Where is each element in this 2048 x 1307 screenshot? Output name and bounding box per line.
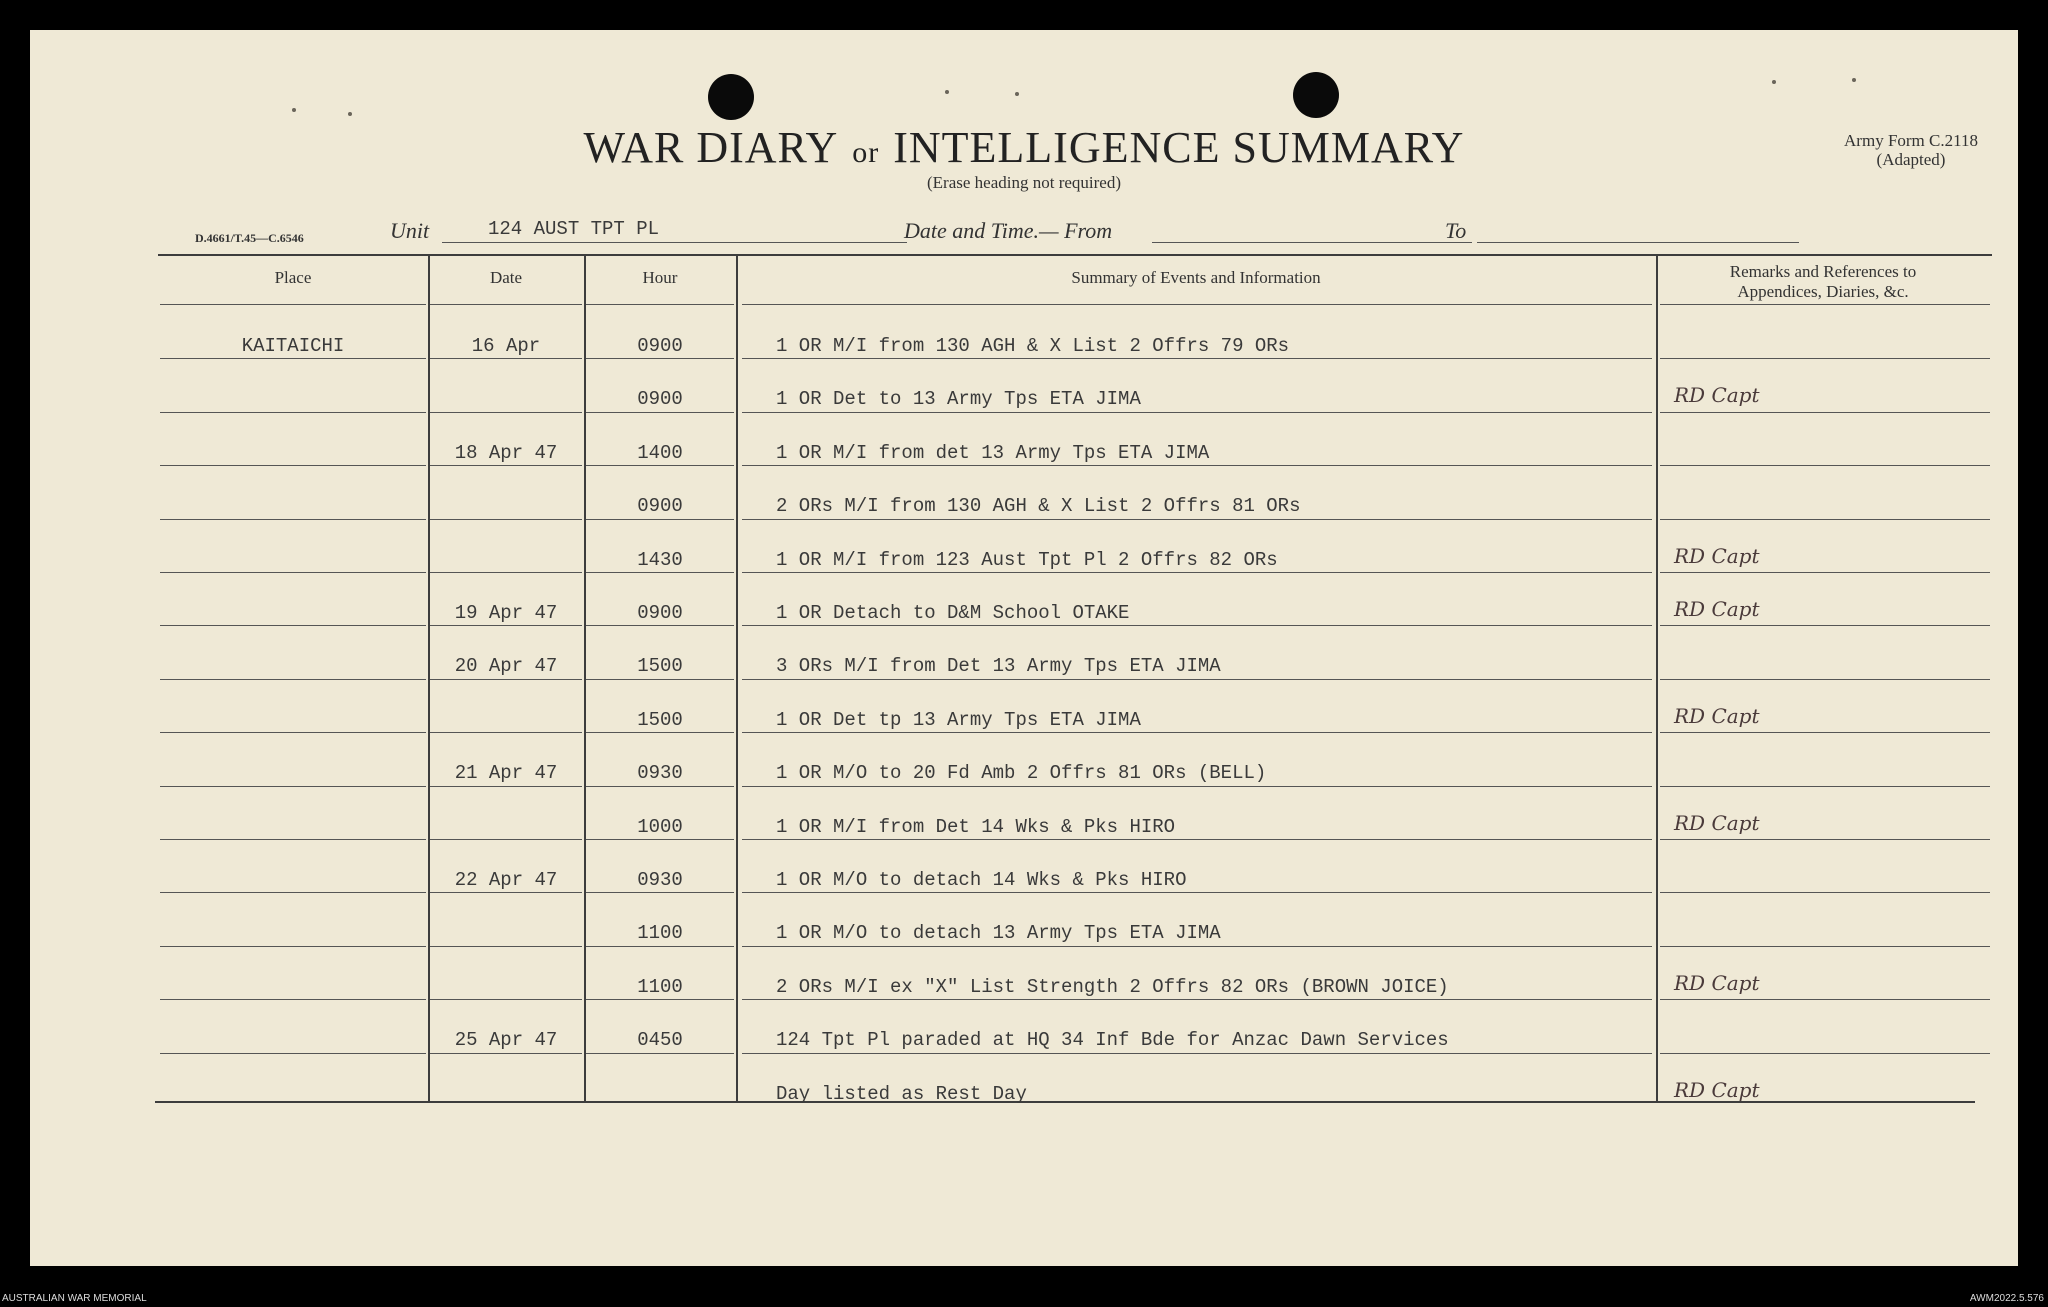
ruled-line: [742, 412, 1652, 413]
ruled-line: [1660, 999, 1990, 1000]
svg-text:RD Capt: RD Capt: [1674, 383, 1760, 408]
ruled-line: [1660, 465, 1990, 466]
summary-cell: 2 ORs M/I from 130 AGH & X List 2 Offrs 81 ORs: [776, 495, 1301, 518]
svg-text:RD Capt: RD Capt: [1674, 970, 1760, 995]
ruled-line: [430, 304, 582, 305]
paper-speck: [348, 112, 352, 116]
ruled-line: [1660, 892, 1990, 893]
remarks-header-line: Remarks and References to: [1729, 262, 1917, 281]
form-number: [1844, 131, 1978, 169]
summary-cell: 1 OR M/O to detach 14 Wks & Pks HIRO: [776, 869, 1187, 891]
paper-speck: [292, 108, 296, 112]
title-intelligence-summary: INTELLIGENCE SUMMARY: [893, 123, 1465, 172]
date-cell: 18 Apr 47: [454, 441, 558, 464]
hour-cell: 0450: [637, 1029, 683, 1052]
ruled-line: [586, 732, 734, 733]
handwritten-signature: [1670, 378, 1790, 412]
ruled-line: [430, 892, 582, 893]
ruled-line: [430, 732, 582, 733]
column-header-place: Place: [274, 268, 312, 287]
ruled-line: [1660, 412, 1990, 413]
remarks-header-line: Appendices, Diaries, &c.: [1737, 282, 1909, 301]
ruled-line: [742, 946, 1652, 947]
ruled-line: [160, 839, 426, 840]
svg-text:RD Capt: RD Capt: [1674, 597, 1760, 621]
handwritten-signature: [1670, 1073, 1790, 1107]
ruled-line: [430, 412, 582, 413]
ruled-line: [742, 786, 1652, 787]
column-divider: [1656, 256, 1658, 1101]
summary-cell: 124 Tpt Pl paraded at HQ 34 Inf Bde for Anzac Dawn Services: [776, 1029, 1449, 1052]
paper-speck: [1772, 80, 1776, 84]
ruled-line: [1660, 839, 1990, 840]
svg-text:RD Capt: RD Capt: [1674, 810, 1760, 835]
ruled-line: [742, 892, 1652, 893]
ruled-line: [430, 946, 582, 947]
handwritten-signature: [1670, 539, 1790, 573]
ruled-line: [160, 786, 426, 787]
summary-cell: 3 ORs M/I from Det 13 Army Tps ETA JIMA: [776, 655, 1221, 678]
date-cell: 16 Apr: [471, 335, 541, 357]
hour-cell: 1400: [637, 441, 683, 464]
hour-cell: 1500: [637, 655, 683, 678]
ruled-line: [586, 946, 734, 947]
ruled-line: [430, 519, 582, 520]
ruled-line: [742, 839, 1652, 840]
ruled-line: [430, 839, 582, 840]
ruled-line: [742, 625, 1652, 626]
summary-cell: 1 OR Det to 13 Army Tps ETA JIMA: [776, 388, 1141, 411]
date-cell: 19 Apr 47: [454, 602, 558, 624]
ruled-line: [1660, 732, 1990, 733]
footer-credit: AUSTRALIAN WAR MEMORIAL: [2, 1293, 147, 1304]
ruled-line: [430, 679, 582, 680]
summary-cell: 1 OR Det tp 13 Army Tps ETA JIMA: [776, 708, 1141, 731]
column-header-remarks: [1658, 262, 1988, 302]
ruled-line: [586, 892, 734, 893]
ruled-line: [742, 465, 1652, 466]
punch-hole: [708, 74, 754, 120]
table-top-rule: [158, 254, 1992, 256]
summary-cell: 1 OR M/I from 123 Aust Tpt Pl 2 Offrs 82 ORs: [776, 548, 1278, 571]
summary-cell: 2 ORs M/I ex "X" List Strength 2 Offrs 82 ORs (BROWN JOICE): [776, 975, 1449, 998]
ruled-line: [1660, 679, 1990, 680]
hour-cell: 1430: [637, 548, 683, 571]
handwritten-signature: [1670, 592, 1790, 626]
print-code: D.4661/T.45—C.6546: [195, 231, 304, 245]
paper-speck: [945, 90, 949, 94]
ruled-line: [430, 572, 582, 573]
ruled-line: [586, 679, 734, 680]
hour-cell: 1500: [637, 708, 683, 731]
hour-cell: 0930: [637, 762, 683, 785]
ruled-line: [160, 732, 426, 733]
ruled-line: [742, 572, 1652, 573]
summary-cell: 1 OR M/O to detach 13 Army Tps ETA JIMA: [776, 922, 1221, 945]
ruled-line: [1660, 304, 1990, 305]
ruled-line: [1660, 946, 1990, 947]
ruled-line: [586, 625, 734, 626]
summary-cell: 1 OR M/I from 130 AGH & X List 2 Offrs 79 ORs: [776, 335, 1290, 357]
ruled-line: [160, 892, 426, 893]
form-number-line: Army Form C.2118: [1844, 131, 1978, 150]
hour-cell: 0900: [637, 602, 683, 624]
paper-speck: [1852, 78, 1856, 82]
ruled-line: [160, 679, 426, 680]
summary-cell: 1 OR M/I from Det 14 Wks & Pks HIRO: [776, 815, 1176, 838]
hour-cell: 1100: [637, 975, 683, 998]
ruled-line: [160, 946, 426, 947]
hour-cell: 0930: [637, 869, 683, 891]
ruled-line: [430, 465, 582, 466]
unit-label: Unit: [390, 218, 430, 243]
page-title: [30, 122, 2018, 173]
ruled-line: [160, 412, 426, 413]
ruled-line: [430, 625, 582, 626]
ruled-line: [742, 358, 1652, 359]
ruled-line: [742, 1053, 1652, 1054]
ruled-line: [160, 625, 426, 626]
date-time-from-label: Date and Time.— From: [904, 218, 1113, 243]
paper-speck: [1015, 92, 1019, 96]
ruled-line: [160, 465, 426, 466]
summary-cell: Day listed as Rest Day: [776, 1082, 1027, 1105]
to-fill-line: [1477, 242, 1799, 243]
column-header-date: Date: [489, 268, 523, 287]
column-divider: [736, 256, 738, 1101]
svg-text:RD Capt: RD Capt: [1674, 543, 1760, 568]
hour-cell: 0900: [637, 388, 683, 411]
date-cell: 25 Apr 47: [454, 1029, 558, 1052]
date-cell: 22 Apr 47: [454, 869, 558, 891]
ruled-line: [586, 839, 734, 840]
column-header-hour: Hour: [642, 268, 678, 287]
form-adapted-label: (Adapted): [1876, 150, 1946, 169]
ruled-line: [586, 358, 734, 359]
unit-value: 124 AUST TPT PL: [488, 218, 660, 240]
ruled-line: [586, 304, 734, 305]
ruled-line: [586, 412, 734, 413]
column-header-summary: Summary of Events and Information: [1071, 268, 1321, 287]
ruled-line: [430, 1053, 582, 1054]
date-cell: 20 Apr 47: [454, 655, 558, 678]
ruled-line: [1660, 519, 1990, 520]
punch-hole: [1293, 72, 1339, 118]
svg-text:RD Capt: RD Capt: [1674, 703, 1760, 728]
ruled-line: [160, 358, 426, 359]
ruled-line: [586, 519, 734, 520]
ruled-line: [160, 572, 426, 573]
ruled-line: [586, 999, 734, 1000]
handwritten-signature: [1670, 806, 1790, 840]
ruled-line: [742, 679, 1652, 680]
hour-cell: 1100: [637, 922, 683, 945]
summary-cell: 1 OR M/O to 20 Fd Amb 2 Offrs 81 ORs (BELL): [776, 762, 1267, 785]
from-fill-line: [1152, 242, 1472, 243]
ruled-line: [586, 786, 734, 787]
page-subtitle: (Erase heading not required): [927, 173, 1121, 192]
ruled-line: [1660, 786, 1990, 787]
date-cell: 21 Apr 47: [454, 762, 558, 785]
hour-cell: 0900: [637, 495, 683, 518]
ruled-line: [160, 519, 426, 520]
hour-cell: 0900: [637, 335, 683, 357]
ruled-line: [742, 304, 1652, 305]
ruled-line: [742, 999, 1652, 1000]
title-war-diary: WAR DIARY: [583, 123, 839, 172]
summary-cell: 1 OR Detach to D&M School OTAKE: [776, 602, 1130, 624]
ruled-line: [1660, 572, 1990, 573]
svg-text:RD Capt: RD Capt: [1674, 1077, 1760, 1102]
ruled-line: [1660, 1053, 1990, 1054]
ruled-line: [586, 572, 734, 573]
ruled-line: [160, 304, 426, 305]
hour-cell: 1000: [637, 815, 683, 838]
ruled-line: [1660, 625, 1990, 626]
footer-accession-number: AWM2022.5.576: [1969, 1293, 2044, 1304]
handwritten-signature: [1670, 966, 1790, 1000]
ruled-line: [742, 732, 1652, 733]
ruled-line: [160, 999, 426, 1000]
ruled-line: [586, 1053, 734, 1054]
ruled-line: [430, 999, 582, 1000]
ruled-line: [430, 358, 582, 359]
ruled-line: [742, 519, 1652, 520]
ruled-line: [160, 1053, 426, 1054]
handwritten-signature: [1670, 699, 1790, 733]
ruled-line: [430, 786, 582, 787]
summary-cell: 1 OR M/I from det 13 Army Tps ETA JIMA: [776, 441, 1210, 464]
title-or: or: [852, 136, 880, 169]
unit-fill-line: [442, 242, 907, 243]
war-diary-page: [30, 30, 2018, 1266]
ruled-line: [1660, 358, 1990, 359]
ruled-line: [586, 465, 734, 466]
to-label: To: [1445, 218, 1467, 243]
place-cell: KAITAICHI: [241, 335, 345, 357]
